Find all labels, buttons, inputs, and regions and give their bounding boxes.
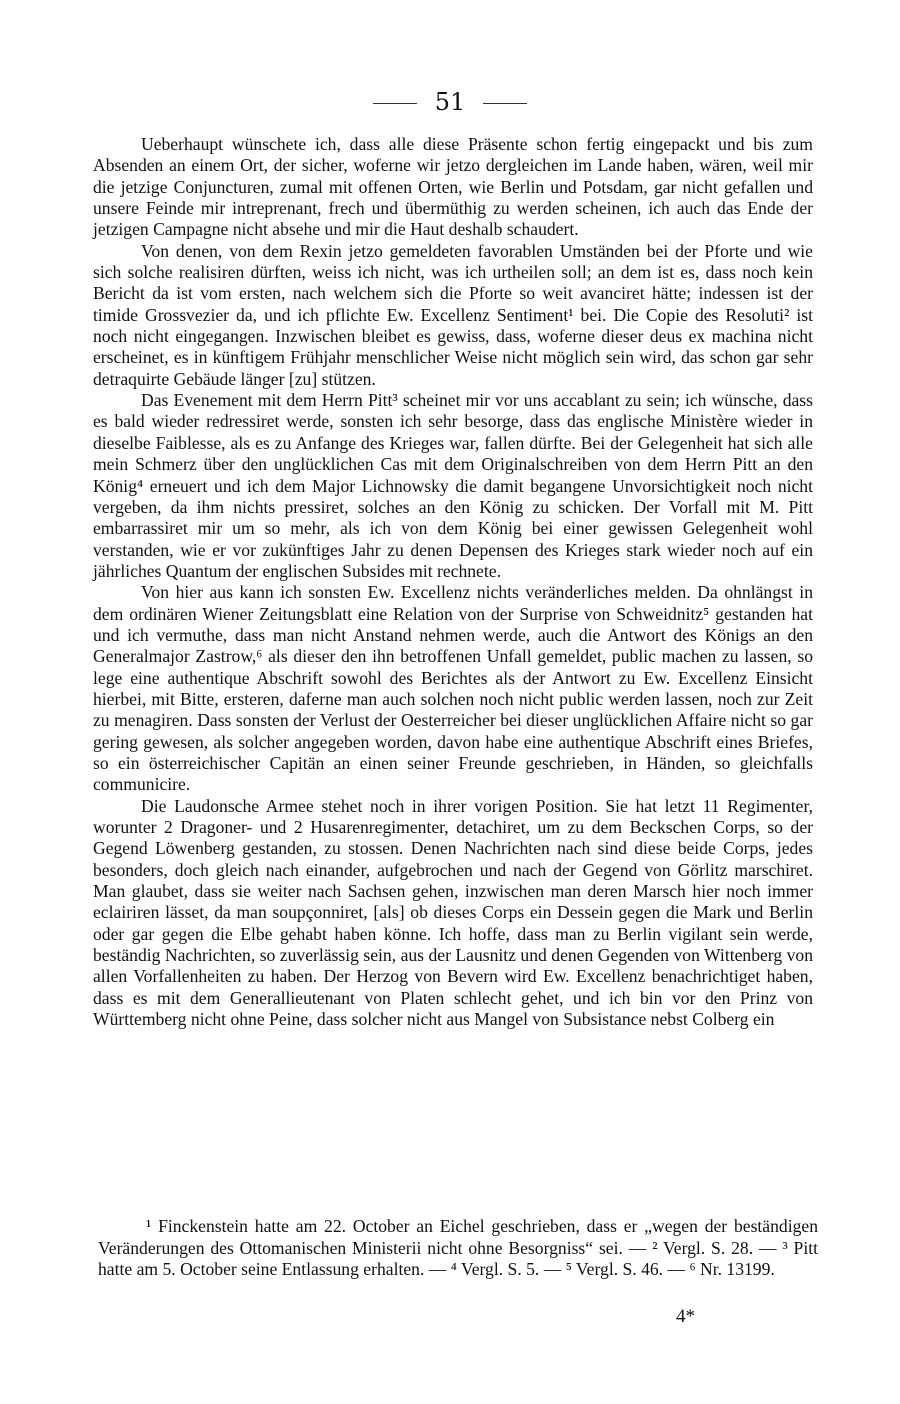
paragraph: Die Laudonsche Armee stehet noch in ihrer vorigen Position. Sie hat letzt 11 Regimenter, worunter 2 Dragoner- und 2 Husarenregimenter, detachiret, um zu dem Beckschen Corps, so der Gegend Löwenberg gestanden, zu stossen. Denen Nachrichten nach sind diese beide Corps, jedes besonders, doch gleich nach einander, aufgebrochen und nach der Gegend von Görlitz marschiret. Man glaubet, dass sie weiter nach Sachsen gehen, inzwischen man deren Marsch hier noch immer eclairiren lässet, da man soupçonniret, [als] ob dieses Corps ein Dessein gegen die Mark und Berlin oder gar gegen die Elbe gehabt haben könne. Ich hoffe, dass man zu Berlin vigilant sein werde, beständig Nachrichten, so zuverlässig sein, aus der Lausnitz und denen Gegenden von Wittenberg von allen Vorfallenheiten zu haben. Der Herzog von Bevern wird Ew. Excellenz benachrichtiget haben, dass es mit dem Generallieutenant von Platen schlecht gehet, und ich bin vor den Prinz von Württemberg nicht ohne Peine, dass solcher nicht aus Mangel von Subsistance nebst Colberg ein	[93, 795, 813, 1030]
footnotes	[98, 1216, 818, 1281]
footnote-text: ¹ Finckenstein hatte am 22. October an Eichel geschrieben, dass er „wegen der beständigen Veränderungen des Ottomanischen Ministerii nicht ohne Besorgniss“ sei. — ² Vergl. S. 28. — ³ Pitt hatte am 5. October seine Entlassung erhalten. — ⁴ Vergl. S. 5. — ⁵ Vergl. S. 46. — ⁶ Nr. 13199.	[98, 1216, 818, 1280]
body-text	[93, 134, 813, 1030]
paragraph: Von hier aus kann ich sonsten Ew. Excellenz nichts veränderliches melden. Da ohnlängst in dem ordinären Wiener Zeitungsblatt eine Relation von der Surprise von Schweidnitz⁵ gestanden hat und ich vermuthe, dass man nicht Anstand nehmen werde, auch die Antwort des Königs an den Generalmajor Zastrow,⁶ als dieser den ihn betroffenen Unfall gemeldet, public machen zu lassen, so lege eine authentique Abschrift sowohl des Berichtes als der Antwort zu Ew. Excellenz Einsicht hierbei, mit Bitte, ersteren, daferne man auch solchen noch nicht public werden lassen, noch zur Zeit zu menagiren. Dass sonsten der Verlust der Oesterreicher bei dieser unglücklichen Affaire nicht so gar gering gewesen, als solcher angegeben worden, davon habe eine authentique Abschrift eines Briefes, so ein österreichischer Capitän an einen seiner Freunde geschrieben, in Händen, so gleichfalls communicire.	[93, 582, 813, 795]
page-number: 51	[434, 88, 466, 116]
page-header	[0, 88, 900, 116]
header-rule-right	[483, 103, 527, 104]
signature-mark: 4*	[676, 1306, 695, 1327]
header-rule-left	[373, 103, 417, 104]
paragraph: Von denen, von dem Rexin jetzo gemeldeten favorablen Umständen bei der Pforte und wie sich solche realisiren dürften, weiss ich nicht, was ich urtheilen soll; an dem ist es, dass noch kein Bericht da ist vom ersten, nach welchem sich die Pforte so weit avanciret hätte; indessen ist der timide Grossvezier da, und ich pflichte Ew. Excellenz Sentiment¹ bei. Die Copie des Resoluti² ist noch nicht eingegangen. Inzwischen bleibet es gewiss, dass, woferne dieser deus ex machina nicht erscheinet, es in künftigem Frühjahr menschlicher Weise nicht möglich sein wird, das schon gar sehr detraquirte Gebäude länger [zu] stützen.	[93, 240, 813, 389]
paragraph: Ueberhaupt wünschete ich, dass alle diese Präsente schon fertig eingepackt und bis zum Absenden an einem Ort, der sicher, woferne wir jetzo dergleichen im Lande haben, wären, weil mir die jetzige Conjuncturen, zumal mit offenen Orten, wie Berlin und Potsdam, gar nicht gefallen und unsere Feinde mir intreprenant, frech und übermüthig zu werden scheinen, ich auch das Ende der jetzigen Campagne nicht absehe und mir die Haut deshalb schaudert.	[93, 134, 813, 240]
paragraph: Das Evenement mit dem Herrn Pitt³ scheinet mir vor uns accablant zu sein; ich wünsche, dass es bald wieder redressiret werde, sonsten ich sehr besorge, dass das englische Ministère wieder in dieselbe Faiblesse, als es zu Anfange des Krieges war, fallen dürfte. Bei der Gelegenheit hat sich alle mein Schmerz über den unglücklichen Cas mit dem Originalschreiben von dem Herrn Pitt an den König⁴ erneuert und ich dem Major Lichnowsky die damit begangene Unvorsichtigkeit noch nicht vergeben, da ihm nichts pressiret, solches an den König zu schicken. Der Vorfall mit M. Pitt embarrassiret mir um so mehr, als ich von dem König bei einer gewissen Gelegenheit wohl verstanden, wie er vor zukünftiges Jahr zu denen Depensen des Krieges stark wieder noch auf ein jährliches Quantum der englischen Subsides mit rechnete.	[93, 390, 813, 581]
